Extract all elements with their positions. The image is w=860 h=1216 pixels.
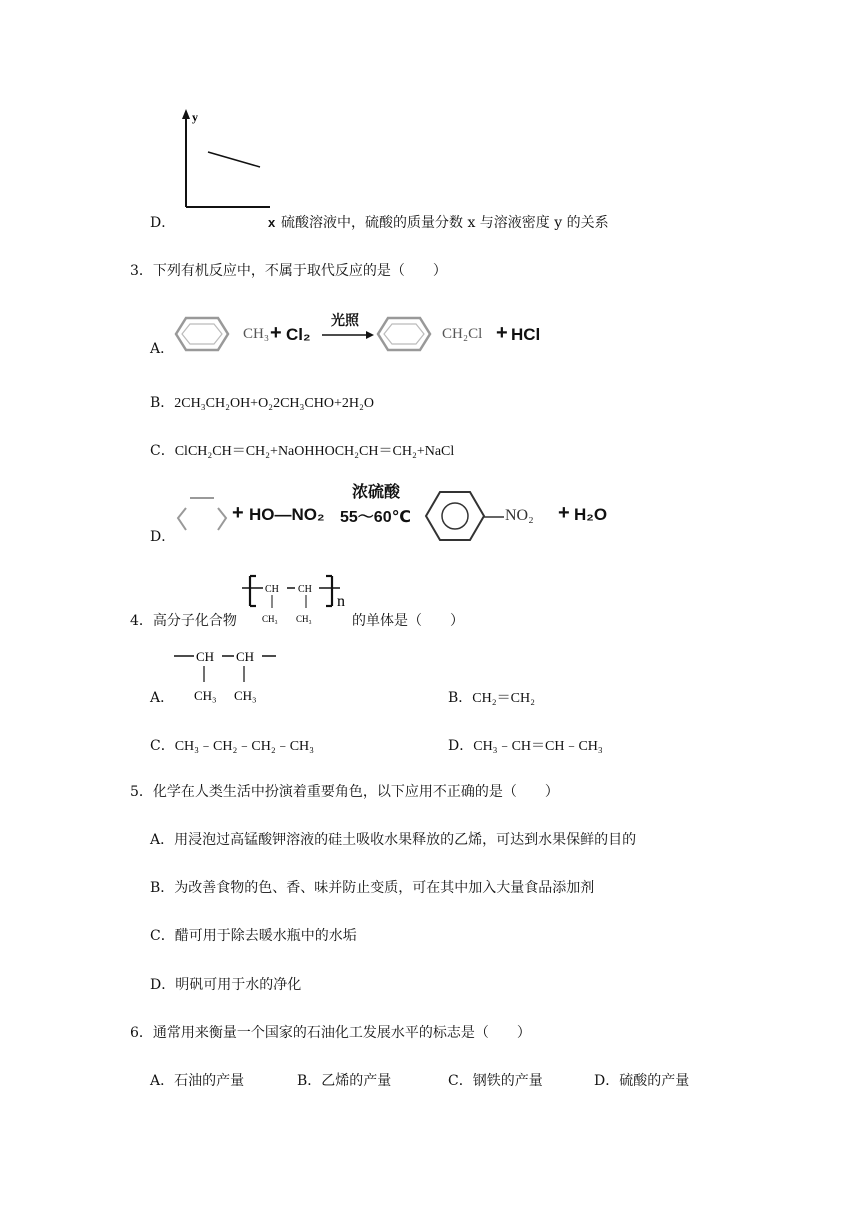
q4-a-ch3a: CH₃ xyxy=(194,688,217,703)
graph-line xyxy=(208,152,260,167)
q3-stem: 3．下列有机反应中，不属于取代反应的是（ ） xyxy=(130,263,447,279)
q3-c-text: ClCH₂CH＝CH₂+NaOHHOCH₂CH＝CH₂+NaCl xyxy=(174,444,455,459)
q3-option-d xyxy=(0,480,860,550)
graph-y-arrow xyxy=(182,109,190,119)
q2-option-d xyxy=(0,0,860,240)
q3-d-label: D． xyxy=(150,529,176,545)
q3-a-cl2: Cl₂ xyxy=(286,325,311,344)
polymer-structure xyxy=(240,570,352,628)
q3-d-water: H₂O xyxy=(574,505,608,524)
q3-a-plus2: + xyxy=(496,322,508,344)
q4-a-structure xyxy=(172,642,284,708)
q5-stem: 5．化学在人类生活中扮演着重要角色，以下应用不正确的是（ ） xyxy=(130,784,559,800)
graph-x-label: x xyxy=(268,215,276,230)
q3-d-reagent: HO—NO₂ xyxy=(249,505,325,524)
reaction-arrow-icon xyxy=(322,330,374,340)
q6-option-a: A．石油的产量 xyxy=(150,1073,245,1089)
q4-stem-suffix: 的单体是（ ） xyxy=(352,613,464,629)
q4-a-label: A． xyxy=(150,690,175,706)
q3-d-plus2: + xyxy=(558,502,570,524)
q4-a-ch3b: CH₃ xyxy=(234,688,257,703)
q3-d-product-group: NO₂ xyxy=(505,507,534,524)
q3-d-plus1: + xyxy=(232,502,244,524)
q4-a-ch2: CH xyxy=(236,649,255,664)
q2-d-label: D． xyxy=(150,215,176,231)
q6-option-d: D．硫酸的产量 xyxy=(594,1073,690,1089)
q5-option-b: B．为改善食物的色、香、味并防止变质，可在其中加入大量食品添加剂 xyxy=(150,880,595,896)
q4-b-text: CH₂＝CH₂ xyxy=(472,691,535,706)
q4-d-label: D． xyxy=(448,738,474,754)
q4-option-d xyxy=(448,737,603,756)
q3-a-condition: 光照 xyxy=(331,312,359,328)
q3-option-b xyxy=(150,394,374,413)
density-graph xyxy=(170,105,280,220)
q3-a-product-group: CH₂Cl xyxy=(442,326,483,342)
q3-c-label: C． xyxy=(150,443,175,459)
benzene-ring-product-icon xyxy=(374,314,434,354)
graph-y-label: y xyxy=(192,110,198,124)
q4-c-label: C． xyxy=(150,738,175,754)
q3-a-plus1: + xyxy=(270,322,282,344)
q3-a-hcl: HCl xyxy=(511,325,541,344)
benzene-ring-icon xyxy=(172,314,232,354)
poly-ch3b: CH₃ xyxy=(296,614,312,624)
poly-n: n xyxy=(337,593,345,610)
q4-d-text: CH₃﹣CH＝CH﹣CH₃ xyxy=(473,739,603,754)
poly-ch2: CH xyxy=(298,584,312,595)
q6-option-c: C．钢铁的产量 xyxy=(448,1073,543,1089)
q4-stem-prefix: 4．高分子化合物 xyxy=(130,613,237,629)
q4-a-ch1: CH xyxy=(196,649,215,664)
q4-option-a xyxy=(0,640,440,710)
q4-option-b xyxy=(448,689,535,708)
q5-option-d: D．明矾可用于水的净化 xyxy=(150,977,302,993)
q4-option-c xyxy=(150,737,314,756)
q3-option-a xyxy=(0,300,860,360)
q2-d-text: 硫酸溶液中，硫酸的质量分数 x 与溶液密度 y 的关系 xyxy=(281,215,609,231)
benzene-ring-reactant-icon xyxy=(174,494,230,538)
q3-d-condition-bottom: 55～60℃ xyxy=(340,509,411,526)
q6-option-b: B．乙烯的产量 xyxy=(297,1073,392,1089)
q3-a-reactant-group: CH₃ xyxy=(243,326,270,342)
q3-d-condition-top: 浓硫酸 xyxy=(352,484,401,501)
q5-option-a: A．用浸泡过高锰酸钾溶液的硅土吸收水果释放的乙烯，可达到水果保鲜的目的 xyxy=(150,832,637,848)
q4-c-text: CH₃﹣CH₂﹣CH₂﹣CH₃ xyxy=(174,739,315,754)
bond-line-icon xyxy=(484,514,504,520)
q6-stem: 6．通常用来衡量一个国家的石油化工发展水平的标志是（ ） xyxy=(130,1025,531,1041)
q3-b-label: B． xyxy=(150,395,175,411)
q4-stem xyxy=(0,566,860,636)
q3-a-label: A． xyxy=(150,341,175,357)
poly-ch1: CH xyxy=(265,584,279,595)
poly-ch3a: CH₃ xyxy=(262,614,278,624)
nitrobenzene-ring-icon xyxy=(424,488,486,544)
q3-option-c xyxy=(150,442,454,461)
q3-b-text: 2CH₃CH₂OH+O₂2CH₃CHO+2H₂O xyxy=(174,396,374,411)
q5-option-c: C．醋可用于除去暖水瓶中的水垢 xyxy=(150,928,357,944)
q4-b-label: B． xyxy=(448,690,473,706)
